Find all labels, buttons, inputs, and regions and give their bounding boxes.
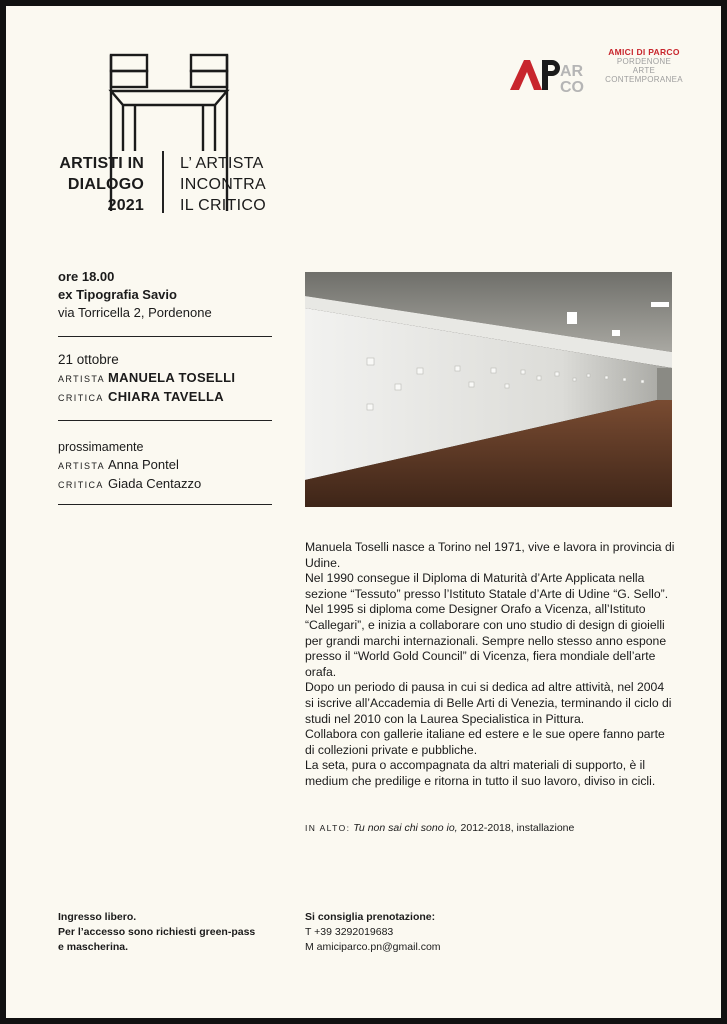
bio-paragraph: Dopo un periodo di pausa in cui si dedica ad altre attività, nel 2004 si iscrive all’Accademia di Belle Arti di Venezia, terminando il ciclo di studi nel 2010 con la Laurea Specialistica in Pittura. <box>305 680 672 726</box>
partner-text <box>599 48 689 84</box>
critic-name: CHIARA TAVELLA <box>108 389 224 404</box>
partner-line-3: CONTEMPORANEA <box>605 75 683 84</box>
upcoming-critic-name: Giada Centazzo <box>108 476 202 491</box>
title-left-line-2: DIALOGO <box>67 176 144 193</box>
partner-line-1: PORDENONE <box>616 57 672 66</box>
title-artista-incontra-critico <box>180 153 266 216</box>
upcoming-critic-role: CRITICA <box>58 480 104 490</box>
footer-access-info <box>58 910 278 955</box>
event-venue: ex Tipografia Savio <box>58 287 177 302</box>
title-artisti-in-dialogo <box>46 153 144 216</box>
upcoming-artist-name: Anna Pontel <box>108 457 179 472</box>
partner-title: AMICI DI PARCO <box>608 47 680 57</box>
poster-page <box>6 6 721 1018</box>
footer-left-line: Per l’accesso sono richiesti green-pass <box>58 926 256 938</box>
footer-left-line: e mascherina. <box>58 941 129 953</box>
divider <box>58 504 272 505</box>
bio-paragraph: Nel 1990 consegue il Diploma di Maturità d’Arte Applicata nella sezione “Tessuto” presso l’Istituto Statale d’Arte di Udine “G. Sello”. <box>305 571 669 601</box>
current-date: 21 ottobre <box>58 352 119 367</box>
bio-paragraph: La seta, pura o accompagnata da altri materiali di supporto, è il medium che predilige e ritorna in tutto il suo lavoro, diviso in cicli. <box>305 758 656 788</box>
artist-name: MANUELA TOSELLI <box>108 370 236 385</box>
event-address: via Torricella 2, Pordenone <box>58 305 212 320</box>
booking-email: M amiciparco.pn@gmail.com <box>305 941 441 953</box>
title-right-line-1: L’ ARTISTA <box>180 155 264 172</box>
title-right-line-3: IL CRITICO <box>180 197 266 214</box>
photo-caption <box>305 822 685 834</box>
critic-role-label: CRITICA <box>58 393 104 403</box>
artist-role-label: ARTISTA <box>58 374 105 384</box>
divider <box>58 336 272 337</box>
title-right-line-2: INCONTRA <box>180 176 266 193</box>
bio-paragraph: Nel 1995 si diploma come Designer Orafo a Vicenza, all’Istituto “Callegari”, e inizia a collaborare con uno studio di design di gioielli per grandi marchi internazionali. Sempre nello stesso anno espone presso il “World Gold Council” di Vicenza, fiera mondiale dell’arte orafa. <box>305 602 667 679</box>
footer-left-line: Ingresso libero. <box>58 911 137 923</box>
footer-booking-info <box>305 910 565 955</box>
svg-text:AR: AR <box>560 63 584 80</box>
booking-title: Si consiglia prenotazione: <box>305 911 436 923</box>
bio-paragraph: Collabora con gallerie italiane ed estere e le sue opere fanno parte di collezioni private e pubbliche. <box>305 727 665 757</box>
upcoming-artist-role: ARTISTA <box>58 461 105 471</box>
caption-title: Tu non sai chi sono io, <box>353 822 458 834</box>
partner-line-2: ARTE <box>632 66 656 75</box>
caption-label: IN ALTO: <box>305 823 351 833</box>
bio-paragraph: Manuela Toselli nasce a Torino nel 1971, vive e lavora in provincia di Udine. <box>305 540 675 570</box>
upcoming-label: prossimamente <box>58 440 144 454</box>
event-time: ore 18.00 <box>58 269 115 284</box>
event-info <box>58 268 273 322</box>
title-left-line-1: ARTISTI IN <box>59 155 144 172</box>
title-left-line-3: 2021 <box>107 197 144 214</box>
booking-phone: T +39 3292019683 <box>305 926 394 938</box>
title-divider <box>162 151 164 213</box>
divider <box>58 420 272 421</box>
caption-details: 2012-2018, installazione <box>457 822 575 834</box>
artist-biography <box>305 540 675 790</box>
upcoming-event <box>58 438 273 494</box>
svg-text:CO: CO <box>560 79 584 96</box>
current-event <box>58 351 273 407</box>
installation-photo <box>305 272 672 507</box>
